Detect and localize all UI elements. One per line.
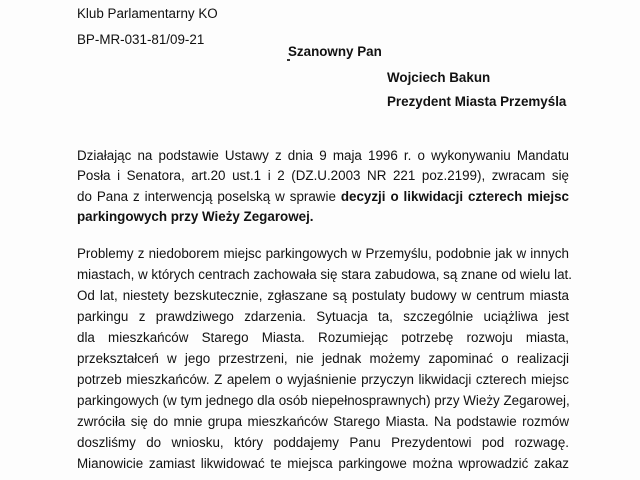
paragraph2-line: potrzeb mieszkańców. Z apelem o wyjaśnienie przyczyn likwidacji czterech miejsc: [77, 372, 569, 387]
paragraph1-line: Posła i Senatora, art.20 ust.1 i 2 (DZ.U.2003 NR 221 poz.2199), zwracam się: [77, 168, 569, 183]
salutation: Szanowny Pan: [288, 44, 382, 59]
paragraph1-bold-text: parkingowych przy Wieży Zegarowej.: [77, 209, 314, 224]
paragraph2-line: miastach, w których centrach zachowała się stara zabudowa, są znane od wielu lat.: [77, 267, 572, 282]
paragraph1-line: Działając na podstawie Ustawy z dnia 9 maja 1996 r. o wykonywaniu Mandatu: [77, 148, 569, 163]
paragraph1-line: [77, 209, 314, 225]
addressee-name: Wojciech Bakun: [387, 70, 491, 85]
paragraph2-line: Problemy z niedoborem miejsc parkingowych w Przemyślu, podobnie jak w innych: [77, 246, 569, 261]
paragraph2-line: parkingowych (w tym jednego dla osób niepełnosprawnych) przy Wieży Zegarowej,: [77, 393, 570, 408]
paragraph2-line: Mianowicie zamiast likwidować te miejsca parkingowe można wprowadzić zakaz: [77, 456, 569, 471]
paragraph2-line: doszliśmy do wniosku, który poddajemy Panu Prezydentowi pod rozwagę.: [77, 435, 569, 450]
paragraph1-line: [77, 189, 569, 205]
paragraph2-line: parkingu z prawdziwego zdarzenia. Sytuacja ta, szczególnie uciążliwa jest: [77, 309, 569, 324]
club-name: Klub Parlamentarny KO: [77, 6, 218, 21]
paragraph2-line: dla mieszkańców Starego Miasta. Rozumiejąc potrzebę rozwoju miasta,: [77, 330, 569, 345]
addressee-title: Prezydent Miasta Przemyśla: [387, 94, 567, 109]
paragraph1-plain-text: do Pana z interwencją poselską w sprawie: [77, 189, 341, 204]
paragraph1-bold-text: decyzji o likwidacji czterech miejsc: [340, 189, 569, 204]
paragraph2-line: przekształceń w jego przestrzeni, nie jednak możemy zapominać o realizacji: [77, 351, 569, 366]
reference-number: BP-MR-031-81/09-21: [77, 32, 205, 47]
paragraph2-line: Od lat, niestety bezskutecznie, zgłaszane są postulaty budowy w centrum miasta: [77, 288, 569, 303]
paragraph2-line: zwróciła się do mnie grupa mieszkańców Starego Miasta. Na podstawie rozmów: [77, 414, 569, 429]
scan-speck: [287, 59, 290, 61]
